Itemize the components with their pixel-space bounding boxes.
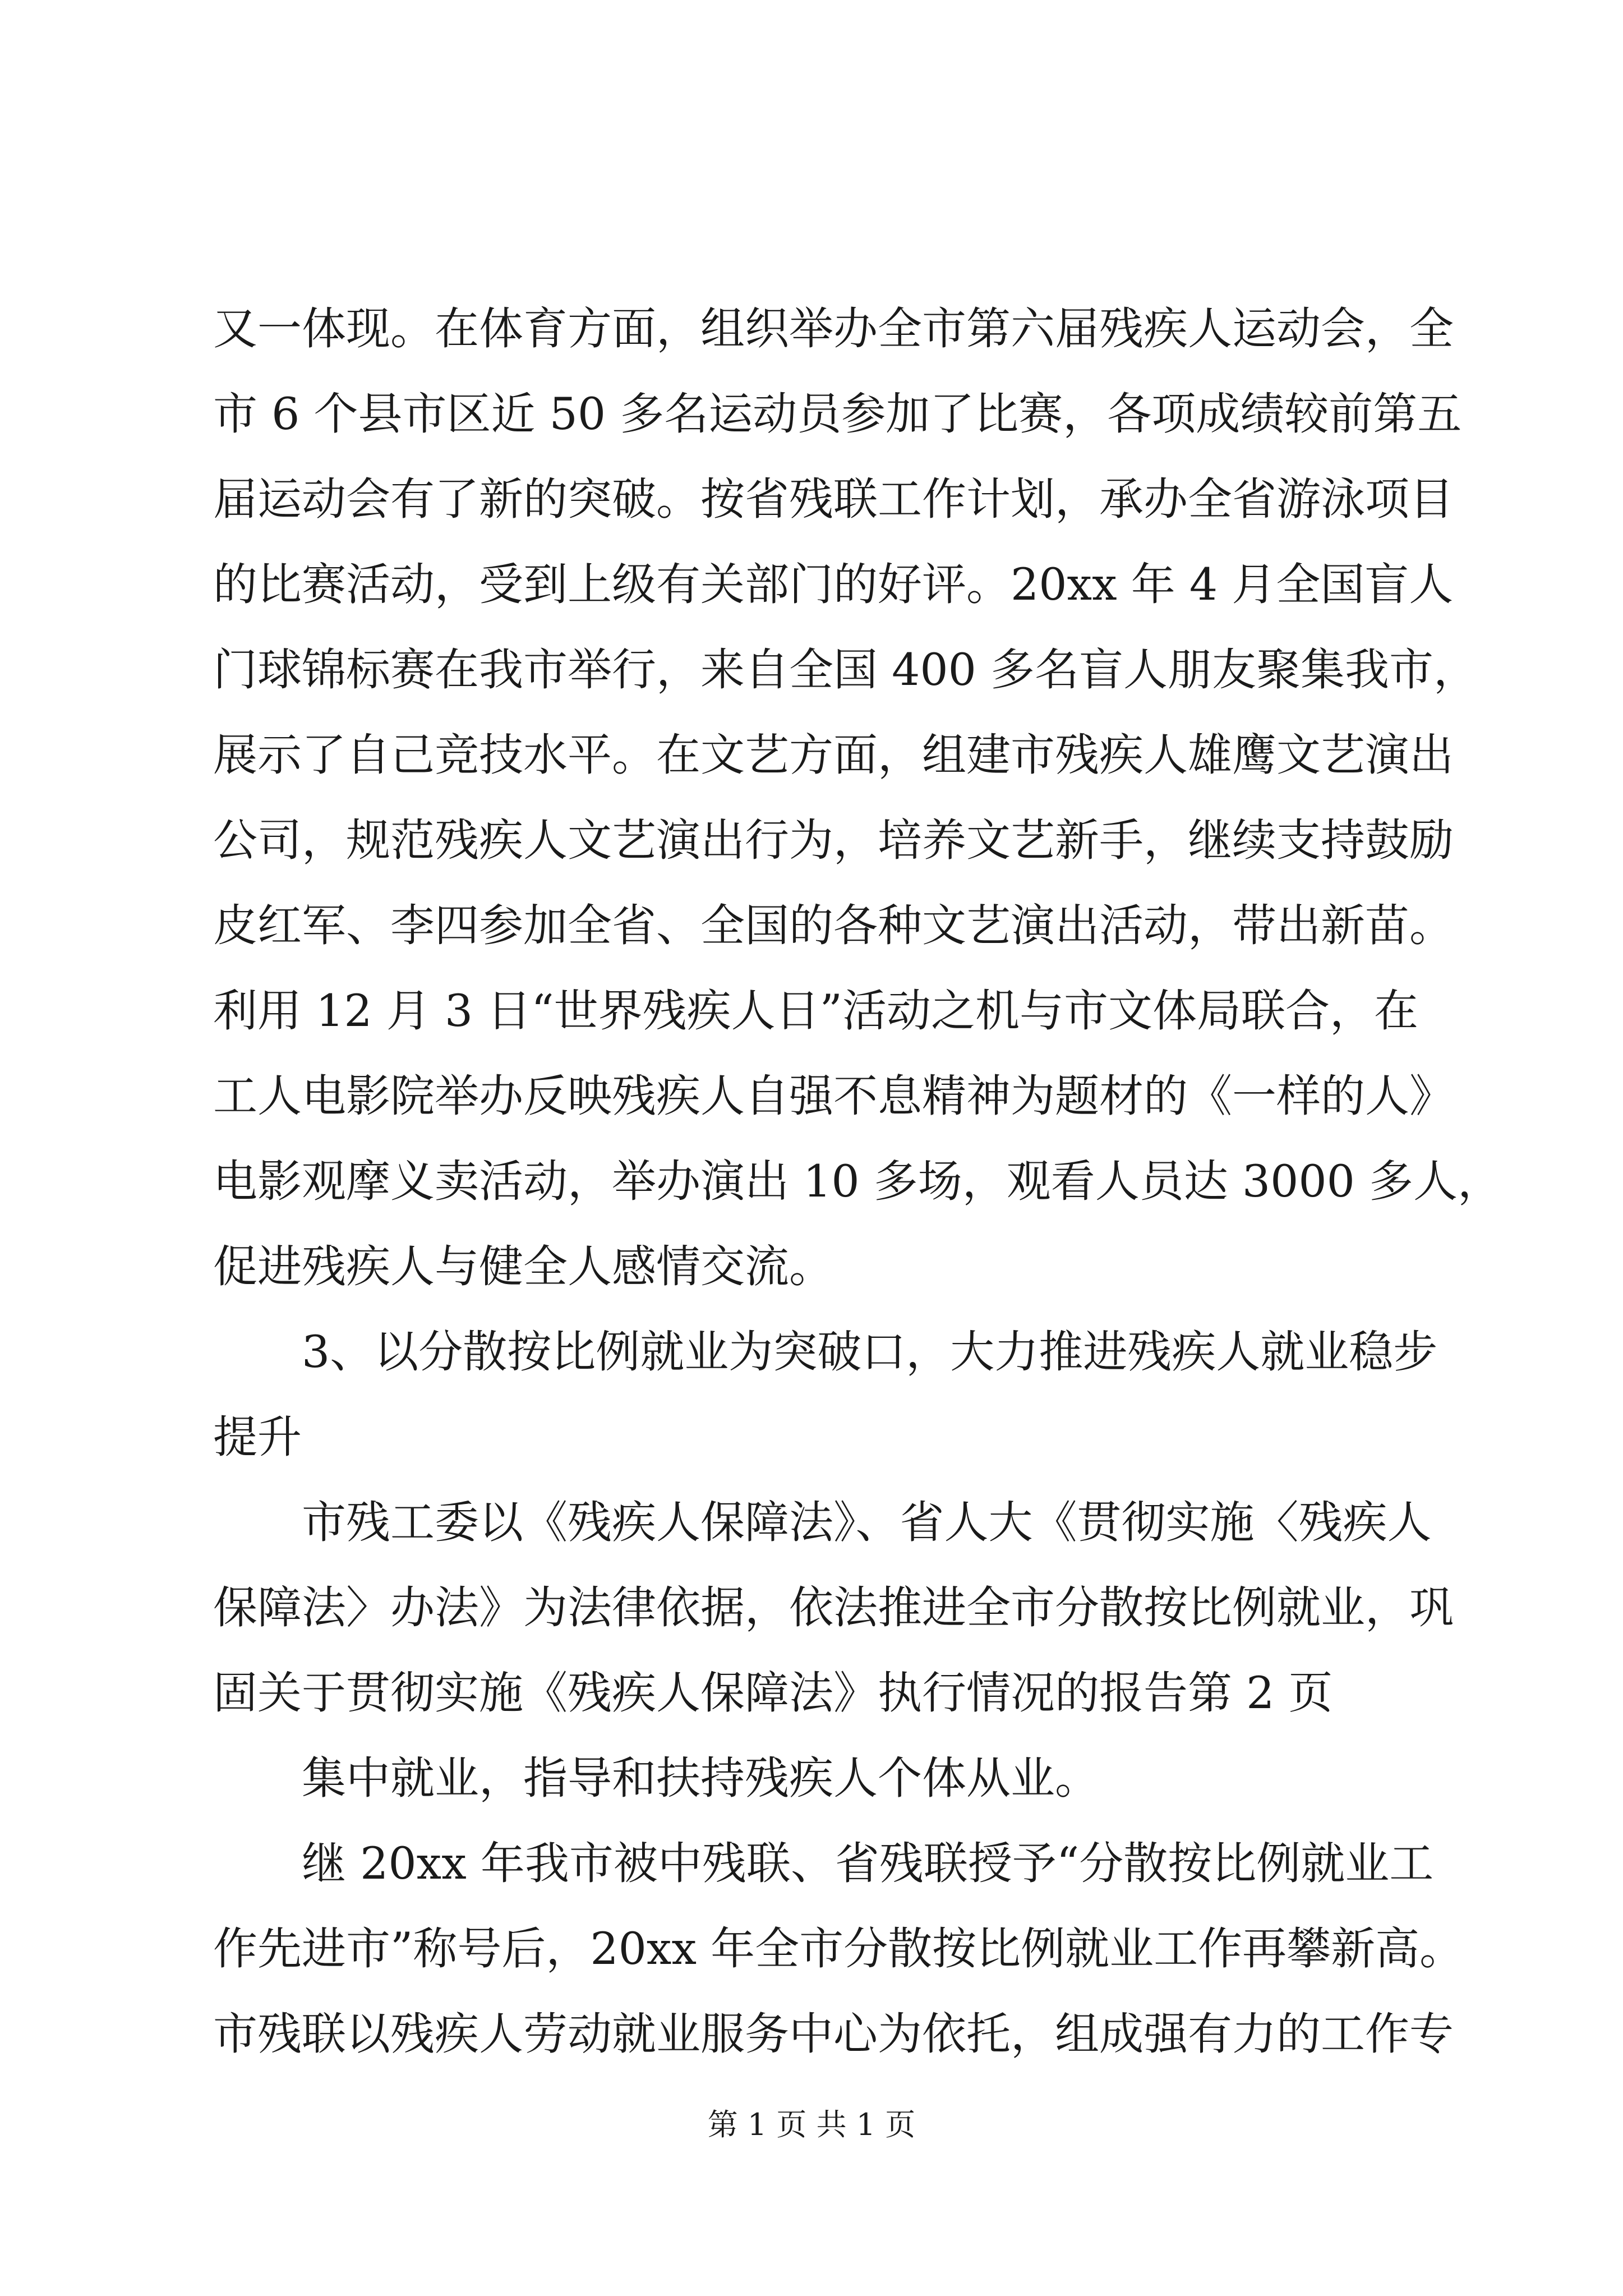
text-line: 门球锦标赛在我市举行，来自全国 400 多名盲人朋友聚集我市， [213, 644, 1478, 696]
text-line: 3、以分散按比例就业为突破口，大力推进残疾人就业稳步 [302, 1326, 1438, 1378]
text-line: 工人电影院举办反映残疾人自强不息精神为题材的《一样的人》 [213, 1070, 1454, 1122]
text-line: 展示了自己竞技水平。在文艺方面，组建市残疾人雄鹰文艺演出 [213, 729, 1454, 781]
text-line: 市 6 个县市区近 50 多名运动员参加了比赛，各项成绩较前第五 [213, 388, 1462, 440]
text-line: 利用 12 月 3 日“世界残疾人日”活动之机与市文体局联合，在 [213, 985, 1419, 1037]
text-line: 皮红军、李四参加全省、全国的各种文艺演出活动，带出新苗。 [213, 900, 1454, 951]
body-text [213, 286, 1502, 2077]
text-line: 市残联以残疾人劳动就业服务中心为依托，组成强有力的工作专 [213, 2008, 1454, 2060]
text-line: 保障法〉办法》为法律依据，依法推进全市分散按比例就业，巩 [213, 1582, 1454, 1634]
text-line: 固关于贯彻实施《残疾人保障法》执行情况的报告第 2 页 [213, 1667, 1333, 1719]
text-line: 电影观摩义卖活动，举办演出 10 多场，观看人员达 3000 多人， [213, 1156, 1502, 1207]
text-line: 提升 [213, 1411, 302, 1463]
text-line: 届运动会有了新的突破。按省残联工作计划，承办全省游泳项目 [213, 473, 1454, 525]
text-line: 继 20xx 年我市被中残联、省残联授予“分散按比例就业工 [302, 1838, 1434, 1889]
text-line: 的比赛活动，受到上级有关部门的好评。20xx 年 4 月全国盲人 [213, 559, 1454, 610]
text-line: 公司，规范残疾人文艺演出行为，培养文艺新手，继续支持鼓励 [213, 815, 1454, 866]
text-line: 作先进市”称号后，20xx 年全市分散按比例就业工作再攀新高。 [213, 1923, 1464, 1975]
page-footer: 第 1 页 共 1 页 [707, 2107, 916, 2142]
text-line: 集中就业，指导和扶持残疾人个体从业。 [302, 1752, 1099, 1804]
text-line: 又一体现。在体育方面，组织举办全市第六届残疾人运动会，全 [213, 303, 1454, 355]
text-line: 市残工委以《残疾人保障法》、省人大《贯彻实施〈残疾人 [302, 1497, 1432, 1548]
text-line: 促进残疾人与健全人感情交流。 [213, 1241, 833, 1292]
